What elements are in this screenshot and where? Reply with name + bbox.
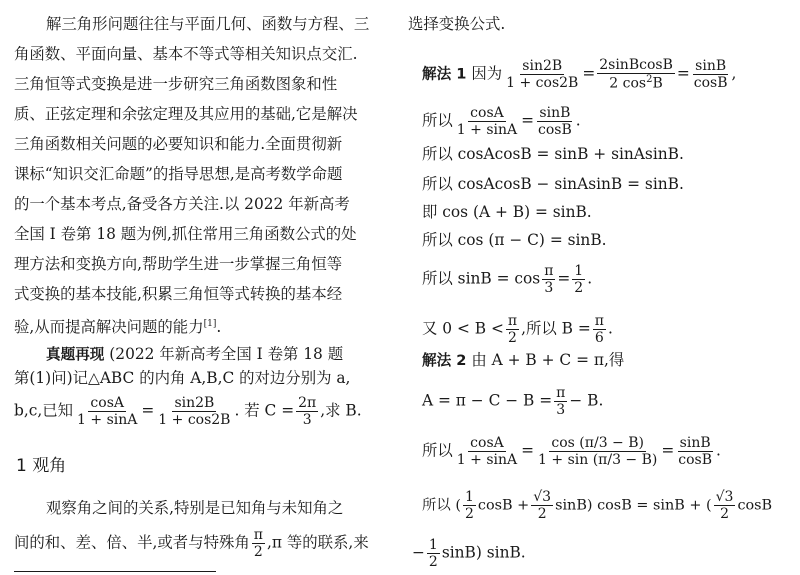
fraction-r11: $\frac{\pi}{3}$ <box>556 385 566 418</box>
step-line-13: 所以 ( $\frac{1}{2}$ cosB + $\frac{√3}{2}$ sinB) cosB = sinB + ( $\frac{√3}{2}$ cosB <box>422 489 773 522</box>
intro-line-11-text: 验,从而提高解决问题的能力 <box>14 318 204 337</box>
step-line-14: − $\frac{1}{2}$ sinB) sinB. <box>412 537 526 570</box>
problem-line-3: b,c,已知 $\frac{\cos A}{1 + \sin A}$ = $\frac{\sin 2B}{1 + \cos 2B}$ . 若 C = $\frac{2\pi}{3}$ ,求 B. <box>14 395 362 428</box>
fraction-cosA: $\frac{\cos A}{1 + \sin A}$ <box>77 395 138 428</box>
intro-line-8: 全国 Ⅰ 卷第 18 题为例,抓住常用三角函数公式的处 <box>14 225 357 243</box>
step-line-9: 又 0 < B < $\frac{\pi}{2}$ ,所以 B = $\frac{\pi}{6}$ . <box>422 313 613 346</box>
intro-line-11-end: . <box>216 318 222 337</box>
step-line-3: 所以 $\frac{\cos A}{1 + \sin A}$ = $\frac{\sin B}{\cos B}$ . <box>422 105 581 138</box>
problem-line-1 <box>46 344 343 365</box>
fraction-2pi-3: $\frac{2\pi}{3}$ <box>298 395 317 428</box>
fraction-sin2B: $\frac{\sin 2B}{1 + \cos 2B}$ <box>158 395 231 428</box>
method-2-label: 解法 2 <box>422 352 467 369</box>
problem-source: (2022 年新高考全国 Ⅰ 卷第 18 题 <box>109 345 344 363</box>
fraction-r13-3: $\frac{√3}{2}$ <box>715 489 734 522</box>
fraction-pi-2: $\frac{\pi}{2}$ <box>253 527 263 560</box>
fraction-m1-1: $\frac{\sin 2B}{1 + \cos 2B}$ <box>506 57 579 91</box>
step-line-8: 所以 sinB = cos $\frac{\pi}{3}$ = $\frac{1}{2}$ . <box>422 263 593 296</box>
step-line-11: A = π − C − B = $\frac{\pi}{3}$ − B. <box>422 385 604 418</box>
footnote-divider <box>14 571 216 572</box>
fraction-r12-1: $\frac{\cos A}{1 + \sin A}$ <box>456 435 518 468</box>
step-line-4: 所以 cosAcosB = sinB + sinAsinB. <box>422 145 684 163</box>
fraction-m1-2: $\frac{\text{2sinBcosB}}{2 \cos^2B}$ <box>599 57 673 92</box>
section-heading: 1 观角 <box>16 456 67 476</box>
fraction-r8-2: $\frac{1}{2}$ <box>574 263 584 296</box>
section-line-2: 间的和、差、倍、半,或者与特殊角 $\frac{\pi}{2}$ ,π 等的联系,来 <box>14 527 369 560</box>
intro-line-1: 解三角形问题往往与平面几何、函数与方程、三 <box>46 15 370 33</box>
fraction-m1-3: $\frac{\sin B}{\cos B}$ <box>693 57 728 91</box>
fraction-r9-2: $\frac{\pi}{6}$ <box>594 313 604 346</box>
fraction-r3-1: $\frac{\cos A}{1 + \sin A}$ <box>456 105 518 138</box>
problem-given: b,c,已知 <box>14 401 74 420</box>
continuation-line: 选择变换公式. <box>408 15 506 33</box>
problem-label: 真题再现 <box>46 346 105 363</box>
intro-line-3: 三角恒等式变换是进一步研究三角函数图象和性 <box>14 75 338 93</box>
method-2-line: 解法 2 由 A + B + C = π,得 <box>422 351 625 369</box>
method-1-line: 解法 1 因为 $\frac{\sin 2B}{1 + \cos 2B}$ = $\frac{\text{2sinBcosB}}{2 \cos^2B}$ = $\frac{\sin B}{\cos B}$ , <box>422 57 737 92</box>
step-line-12: 所以 $\frac{\cos A}{1 + \sin A}$ = $\frac{\cos (\pi/3 - B)}{1 + \sin (\pi/3 - B)}$ = $\frac{\sin B}{\cos B}$ . <box>422 435 721 468</box>
problem-line-2: 第(1)问)记△ABC 的内角 A,B,C 的对边分别为 a, <box>14 369 351 387</box>
footnote-ref: [1] <box>203 319 217 329</box>
intro-line-4: 质、正弦定理和余弦定理及其应用的基础,它是解决 <box>14 105 358 123</box>
fraction-r8-1: $\frac{\pi}{3}$ <box>544 263 554 296</box>
intro-line-9: 理方法和变换方向,帮助学生进一步掌握三角恒等 <box>14 255 343 273</box>
intro-line-10: 式变换的基本技能,积累三角恒等式转换的基本经 <box>14 285 343 303</box>
fraction-r12-2: $\frac{\cos (\pi/3 - B)}{1 + \sin (\pi/3 - B)}$ <box>538 435 658 468</box>
fraction-r3-2: $\frac{\sin B}{\cos B}$ <box>538 105 572 138</box>
fraction-r14: $\frac{1}{2}$ <box>428 537 438 570</box>
intro-line-2: 角函数、平面向量、基本不等式等相关知识点交汇. <box>14 45 358 63</box>
fraction-r13-1: $\frac{1}{2}$ <box>464 489 474 522</box>
intro-line-5: 三角函数相关问题的必要知识和能力.全面贯彻新 <box>14 135 343 153</box>
step-line-7: 所以 cos (π − C) = sinB. <box>422 231 607 249</box>
fraction-r13-2: $\frac{√3}{2}$ <box>533 489 552 522</box>
step-line-6: 即 cos (A + B) = sinB. <box>422 203 592 221</box>
fraction-r12-3: $\frac{\sin B}{\cos B}$ <box>678 435 713 468</box>
intro-line-7: 的一个基本考点,备受各方关注.以 2022 年新高考 <box>14 195 350 213</box>
step-line-5: 所以 cosAcosB − sinAsinB = sinB. <box>422 175 684 193</box>
fraction-r9-1: $\frac{\pi}{2}$ <box>507 313 518 346</box>
method-1-label: 解法 1 <box>422 65 467 83</box>
intro-line-11 <box>14 314 221 337</box>
intro-line-6: 课标“知识交汇命题”的指导思想,是高考数学命题 <box>14 165 343 183</box>
section-line-1: 观察角之间的关系,特别是已知角与未知角之 <box>46 499 344 517</box>
